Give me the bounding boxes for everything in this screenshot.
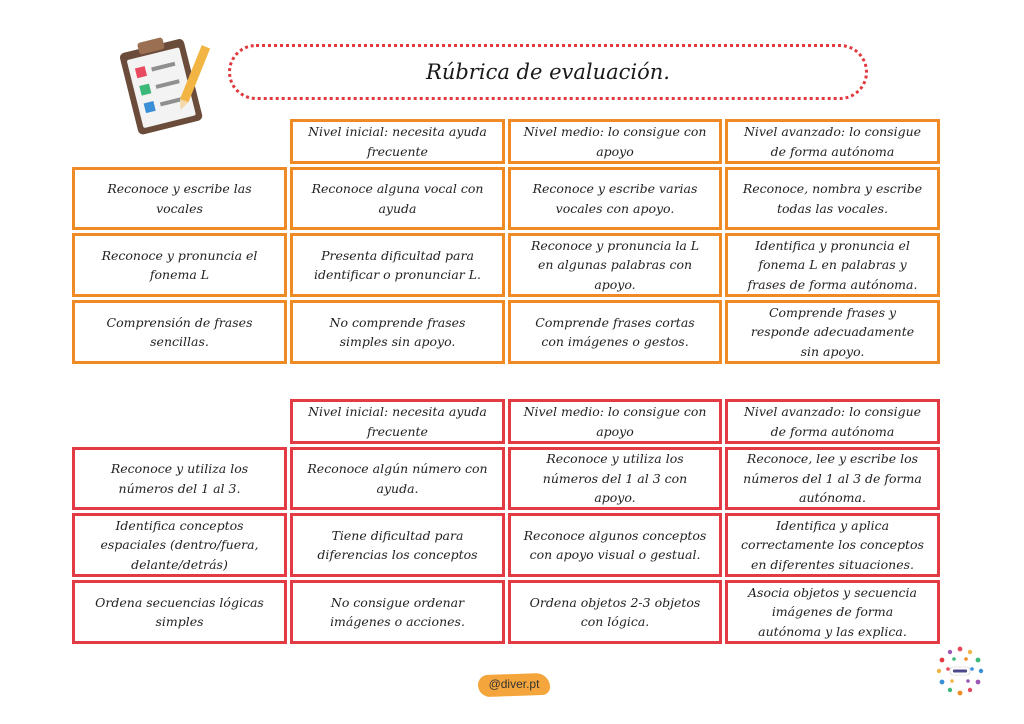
criterion-cell: Reconoce y pronuncia el fonema L [72, 233, 287, 297]
header-cell: Nivel inicial: necesita ayuda frecuente [290, 399, 505, 444]
rubric-cell: Reconoce y utiliza los números del 1 al 3 con apoyo. [508, 447, 722, 510]
rubric-cell: Comprende frases y responde adecuadamente sin apoyo. [725, 300, 940, 364]
rubric-cell: Reconoce alguna vocal con ayuda [290, 167, 505, 230]
rubric-cell: Comprende frases cortas con imágenes o gestos. [508, 300, 722, 364]
rubric-cell: Ordena objetos 2-3 objetos con lógica. [508, 580, 722, 644]
diver-logo-icon [934, 645, 986, 697]
rubric-cell: Identifica y aplica correctamente los conceptos en diferentes situaciones. [725, 513, 940, 577]
clipboard-checklist-icon [112, 30, 216, 138]
footer-handle-tag [478, 670, 550, 698]
rubric-cell: Reconoce, nombra y escribe todas las vocales. [725, 167, 940, 230]
header-cell: Nivel avanzado: lo consigue de forma autónoma [725, 119, 940, 164]
rubric-cell: Presenta dificultad para identificar o pronunciar L. [290, 233, 505, 297]
criterion-cell: Reconoce y utiliza los números del 1 al 3. [72, 447, 287, 510]
criterion-cell: Identifica conceptos espaciales (dentro/fuera, delante/detrás) [72, 513, 287, 577]
rubric-cell: Reconoce algún número con ayuda. [290, 447, 505, 510]
rubric-cell: No comprende frases simples sin apoyo. [290, 300, 505, 364]
title-banner [228, 44, 868, 100]
rubric-cell: Tiene dificultad para diferencias los conceptos [290, 513, 505, 577]
rubric-cell: Asocia objetos y secuencia imágenes de forma autónoma y las explica. [725, 580, 940, 644]
rubric-cell: Reconoce, lee y escribe los números del 1 al 3 de forma autónoma. [725, 447, 940, 510]
criterion-cell: Reconoce y escribe las vocales [72, 167, 287, 230]
rubric-cell: Reconoce y escribe varias vocales con apoyo. [508, 167, 722, 230]
page-title: Rúbrica de evaluación. [426, 60, 670, 84]
rubric-cell: Reconoce y pronuncia la L en algunas palabras con apoyo. [508, 233, 722, 297]
rubric-cell: No consigue ordenar imágenes o acciones. [290, 580, 505, 644]
criterion-cell: Comprensión de frases sencillas. [72, 300, 287, 364]
footer-handle: @diver.pt [488, 677, 540, 691]
header-cell: Nivel avanzado: lo consigue de forma autónoma [725, 399, 940, 444]
header-cell: Nivel inicial: necesita ayuda frecuente [290, 119, 505, 164]
header-cell: Nivel medio: lo consigue con apoyo [508, 119, 722, 164]
criterion-cell: Ordena secuencias lógicas simples [72, 580, 287, 644]
rubric-cell: Reconoce algunos conceptos con apoyo visual o gestual. [508, 513, 722, 577]
rubric-cell: Identifica y pronuncia el fonema L en palabras y frases de forma autónoma. [725, 233, 940, 297]
header-cell: Nivel medio: lo consigue con apoyo [508, 399, 722, 444]
